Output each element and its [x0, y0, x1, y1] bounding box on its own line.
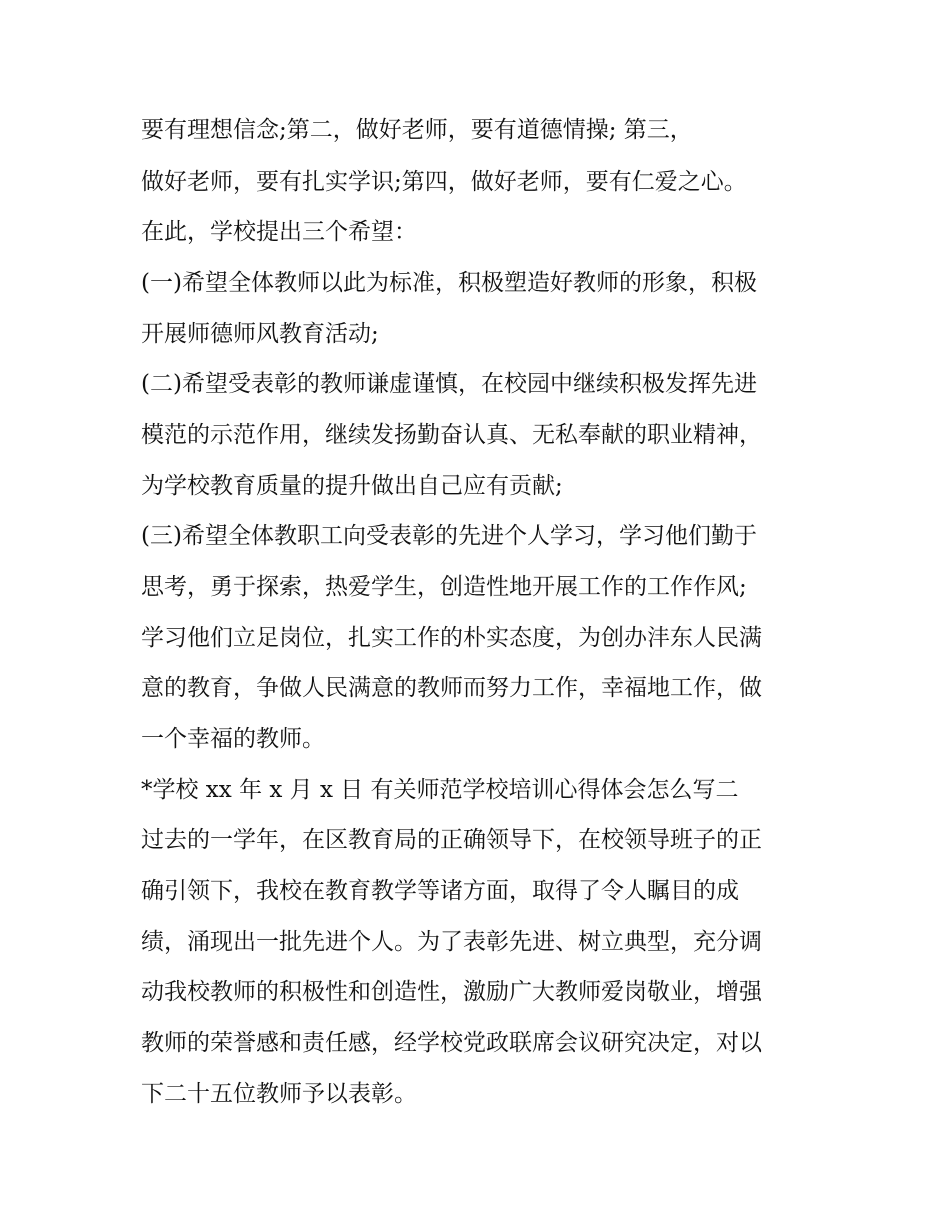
text-line: 动我校教师的积极性和创造性，激励广大教师爱岗敬业，增强 [141, 979, 762, 1005]
text-line: (三)希望全体教职工向受表彰的先进个人学习，学习他们勤于 [141, 523, 757, 549]
text-line: 要有理想信念;第二，做好老师，要有道德情操; 第三， [141, 117, 693, 143]
text-line: 模范的示范作用，继续发扬勤奋认真、无私奉献的职业精神， [141, 422, 762, 448]
text-line: 确引领下，我校在教育教学等诸方面，取得了令人瞩目的成 [141, 878, 739, 904]
text-line: 在此，学校提出三个希望： [141, 219, 417, 245]
text-line: 一个幸福的教师。 [141, 726, 325, 752]
text-line: 思考，勇于探索，热爱学生，创造性地开展工作的工作作风; [141, 574, 747, 600]
text-line: 下二十五位教师予以表彰。 [141, 1081, 417, 1107]
text-line: 绩，涌现出一批先进个人。为了表彰先进、树立典型，充分调 [141, 929, 762, 955]
text-line: 学习他们立足岗位，扎实工作的朴实态度，为创办沣东人民满 [141, 625, 762, 651]
text-line: 教师的荣誉感和责任感，经学校党政联席会议研究决定，对以 [141, 1030, 762, 1056]
text-line: 为学校教育质量的提升做出自己应有贡献; [141, 473, 563, 499]
text-line: (一)希望全体教师以此为标准，积极塑造好教师的形象，积极 [141, 270, 757, 296]
text-line: 意的教育，争做人民满意的教师而努力工作，幸福地工作，做 [141, 675, 762, 701]
text-line: 开展师德师风教育活动; [141, 321, 379, 347]
text-line: 做好老师，要有扎实学识;第四，做好老师，要有仁爱之心。 [141, 169, 747, 195]
text-line: *学校 xx 年 x 月 x 日 有关师范学校培训心得体会怎么写二 [141, 777, 739, 803]
text-line: 过去的一学年，在区教育局的正确领导下，在校领导班子的正 [141, 827, 762, 853]
text-line: (二)希望受表彰的教师谦虚谨慎，在校园中继续积极发挥先进 [141, 371, 757, 397]
